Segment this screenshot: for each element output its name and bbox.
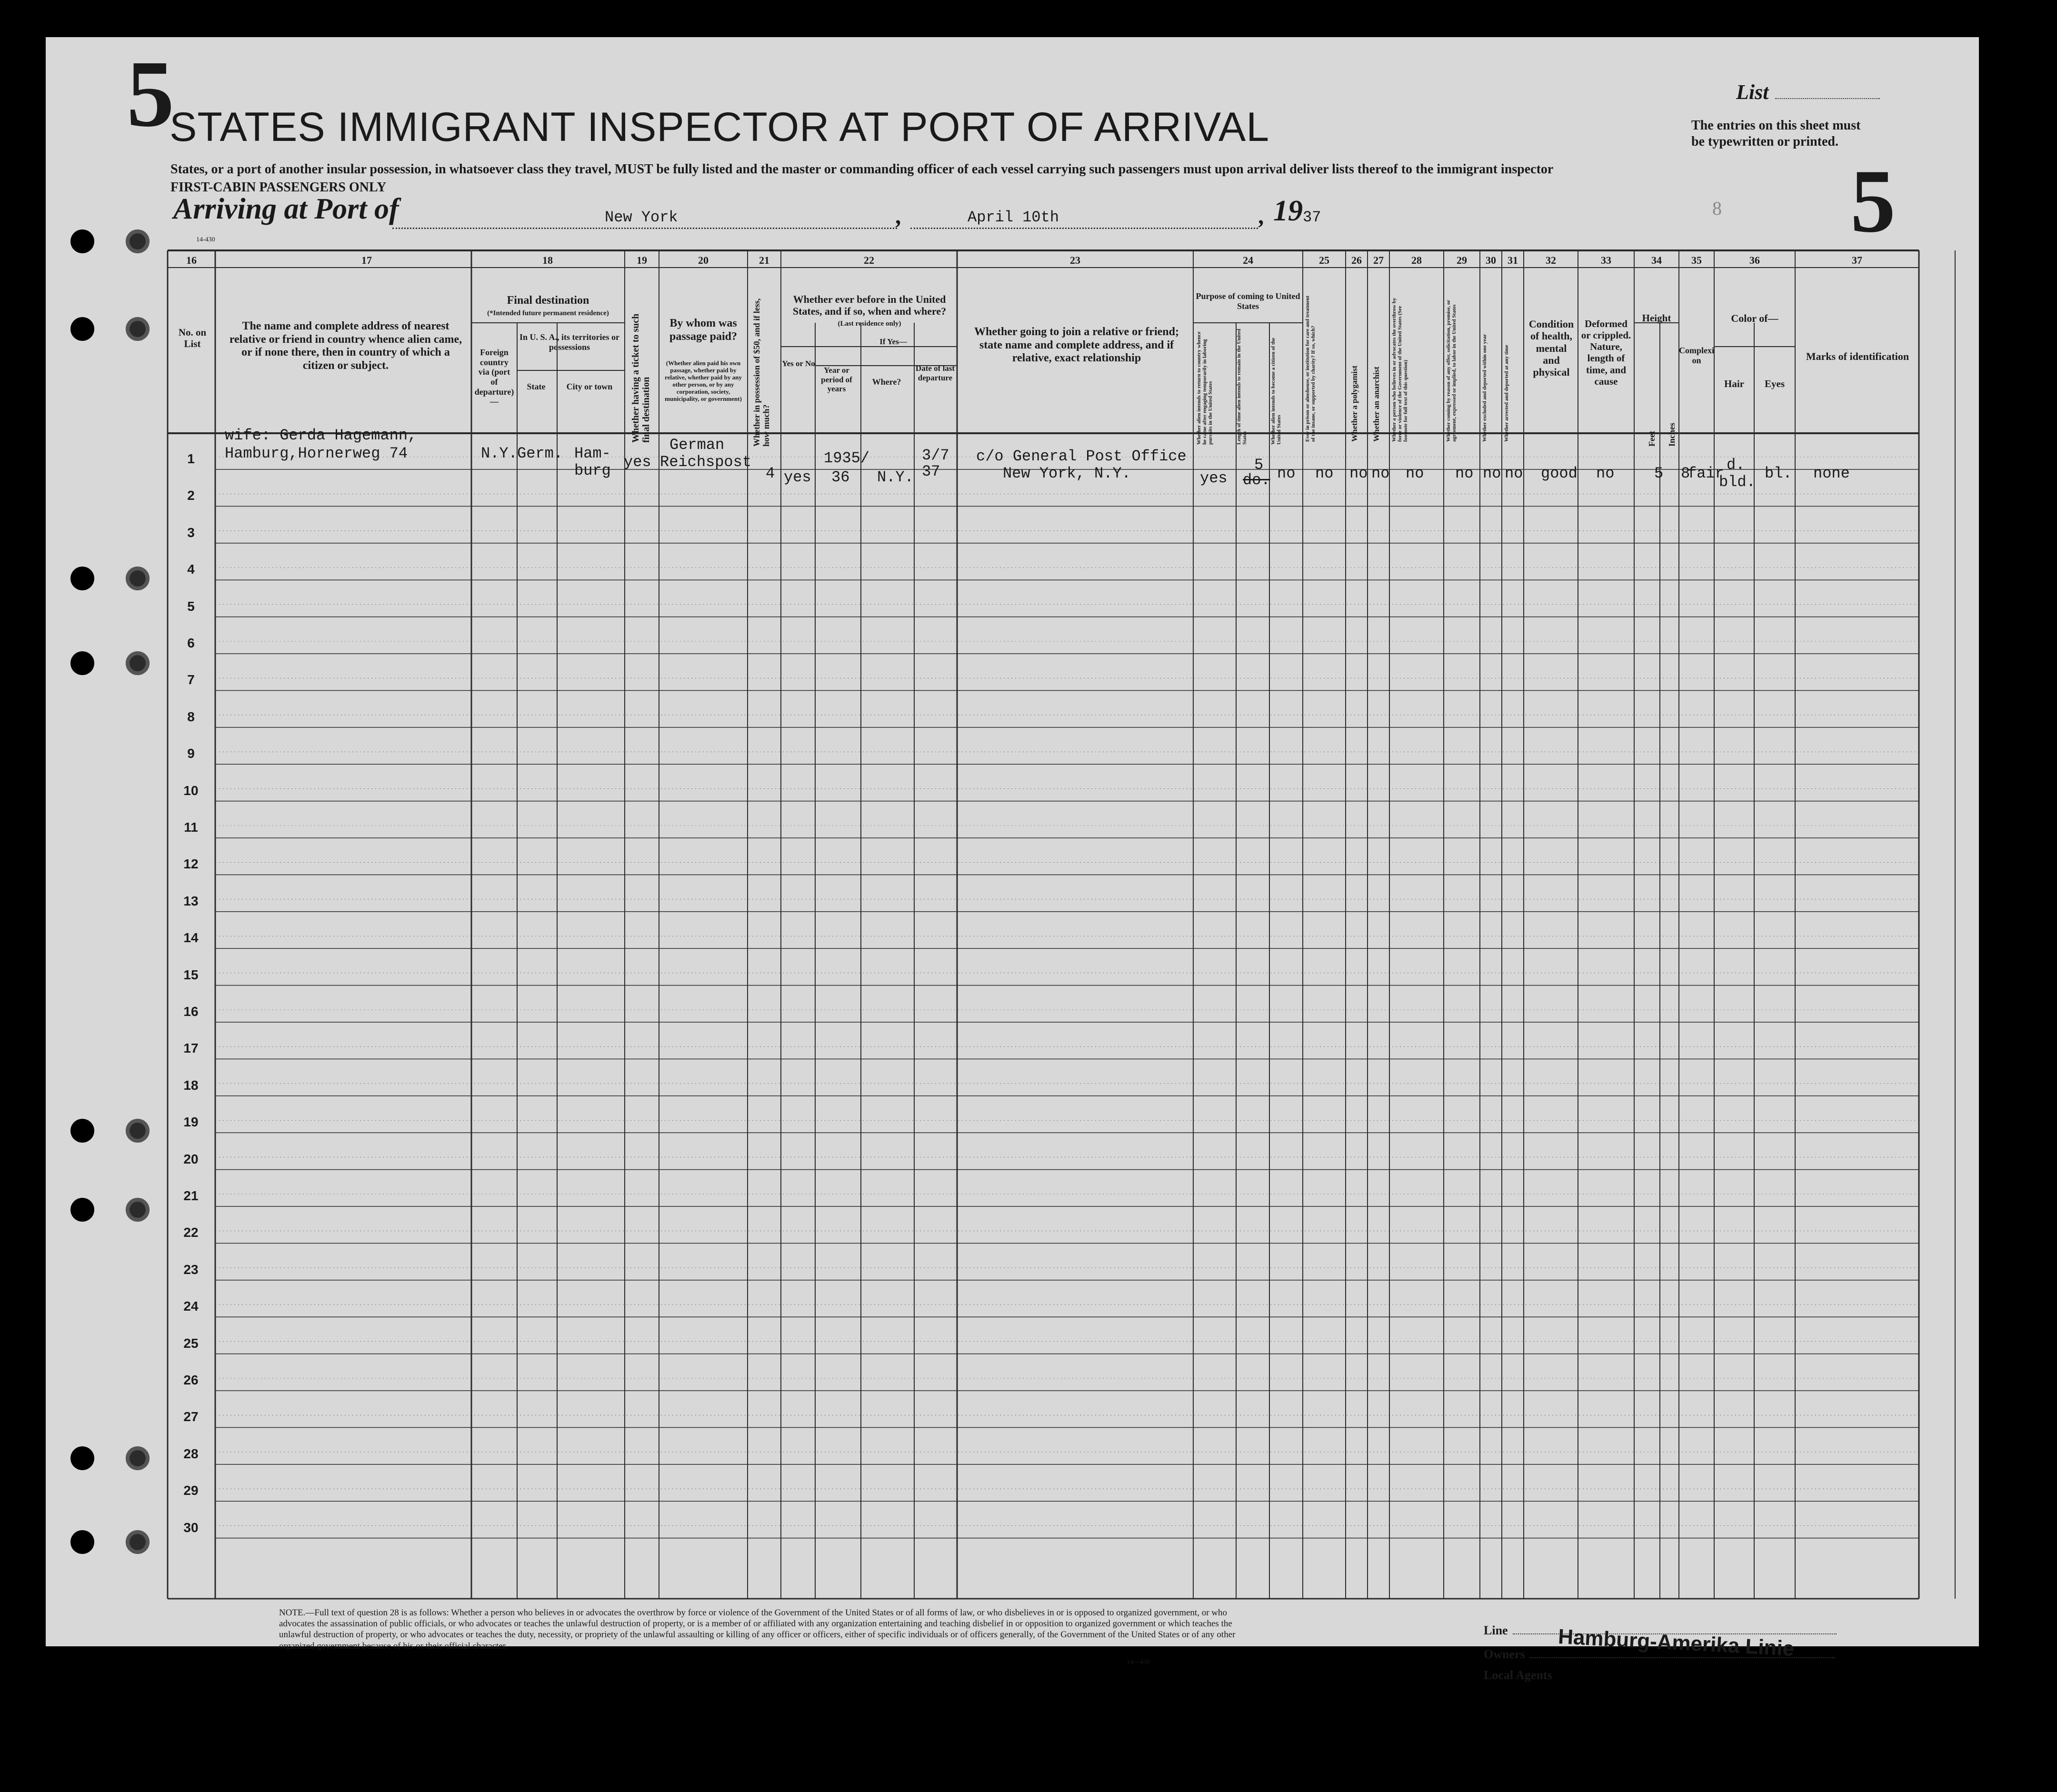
purpose-citizen-value: no bbox=[1277, 465, 1296, 482]
header-yes-no: Yes or No bbox=[782, 359, 815, 368]
header-overthrow: Whether a person who believes in or advocates the overthrow by force or violence of the Government of the United States (See footnote for full text of this question) bbox=[1391, 298, 1409, 442]
marks-value: none bbox=[1813, 465, 1850, 482]
header-marks: Marks of identification bbox=[1806, 350, 1909, 362]
column-number: 36 bbox=[1749, 254, 1760, 266]
header-before-in-us-sub: (Last residence only) bbox=[838, 320, 901, 328]
header-state: State bbox=[527, 382, 546, 391]
form-code-top: 14-430 bbox=[196, 236, 215, 243]
row-number: 6 bbox=[187, 636, 195, 650]
header-final-destination-sub: (*Intended future permanent residence) bbox=[487, 309, 609, 317]
header-before-in-us: Whether ever before in the United States, and if so, when and where? bbox=[792, 293, 947, 318]
relative-line-1: wife: Gerda Hagemann, bbox=[225, 427, 417, 444]
row-number: 17 bbox=[183, 1041, 199, 1056]
row-number: 24 bbox=[183, 1299, 199, 1314]
owners-label: Owners bbox=[1484, 1647, 1525, 1661]
row-number: 20 bbox=[183, 1151, 199, 1166]
column-number: 16 bbox=[186, 254, 197, 266]
manifest-sheet bbox=[46, 37, 1979, 1682]
column-number: 20 bbox=[698, 254, 709, 266]
row-number: 4 bbox=[187, 562, 195, 577]
typewritten-note-2: be typewritten or printed. bbox=[1691, 134, 1838, 149]
city-line-2: burg bbox=[574, 462, 611, 479]
page-title: STATES IMMIGRANT INSPECTOR AT PORT OF ARRIVAL bbox=[170, 104, 1270, 150]
header-purpose-citizen: Whether alien intends to become a citizen of the United States bbox=[1270, 338, 1282, 445]
eyes-value: bl. bbox=[1765, 465, 1792, 482]
before-year-line-2: 36 bbox=[831, 468, 850, 486]
header-hair: Hair bbox=[1724, 378, 1744, 389]
before-where-value: N.Y. bbox=[877, 468, 914, 486]
header-feet: Feet bbox=[1647, 431, 1657, 447]
row-number: 16 bbox=[183, 1004, 199, 1019]
header-last-departure: Date of last departure bbox=[915, 364, 955, 382]
header-city: City or town bbox=[566, 382, 613, 391]
joining-line-2: New York, N.Y. bbox=[1003, 465, 1131, 482]
row-number: 5 bbox=[187, 598, 195, 614]
last-departure-line-1: 3/7 bbox=[922, 447, 949, 464]
page-number-right: 5 bbox=[1850, 151, 1896, 251]
page-number-left: 5 bbox=[127, 41, 174, 147]
column-number: 31 bbox=[1508, 254, 1518, 266]
row-number: 8 bbox=[187, 709, 195, 724]
header-passage-paid: By whom was passage paid? bbox=[669, 317, 738, 343]
header-passage-paid-detail: (Whether alien paid his own passage, whether paid by relative, whether paid by any other person, or by any corporation, society, municipality, or government) bbox=[665, 359, 742, 402]
anarchist-value: no bbox=[1371, 465, 1390, 482]
state-value: Germ. bbox=[517, 445, 563, 462]
header-purpose-return: Whether alien intends to return to country whence he came after engaging temporarily in laboring pursuits in the United States bbox=[1196, 331, 1214, 445]
header-year: Year or period of years bbox=[821, 366, 852, 394]
row-number: 9 bbox=[187, 746, 195, 761]
header-inches: Inches bbox=[1667, 422, 1677, 447]
header-arrested: Whether arrested and deported at any time bbox=[1504, 345, 1509, 442]
column-number: 34 bbox=[1651, 254, 1662, 266]
year-suffix: 37 bbox=[1303, 209, 1321, 226]
row-number: 29 bbox=[183, 1483, 199, 1498]
row-number: 7 bbox=[187, 672, 195, 687]
stray-mark: 8 bbox=[1712, 198, 1722, 219]
row-number: 23 bbox=[183, 1262, 199, 1277]
footnote: NOTE.—Full text of question 28 is as follows: Whether a person who believes in or advocates the overthrow by force or violence of the Government of the United States or of all forms of law, or who disbelieves in or is opposed to organized government, or who advocates the assassination of public officials, or who advocates or teaches the unlawful destruction of property, or is a member of or affiliated with any organization entertaining and teaching disbelief in or opposition to organized government or which teaches the unlawful destruction of property, or who advocates or teaches the duty, necessity, or propriety of the unlawful assaulting or killing of any officer or officers, either of specific individuals or of officers generally, of the Government of the United States or of any other organized government because of his or their official character. bbox=[279, 1608, 1236, 1651]
header-eyes: Eyes bbox=[1765, 378, 1785, 389]
arrested-value: no bbox=[1505, 465, 1523, 482]
row-number: 18 bbox=[183, 1077, 199, 1093]
header-anarchist: Whether an anarchist bbox=[1372, 366, 1381, 442]
city-line-1: Ham- bbox=[574, 445, 611, 462]
header-list-number: No. on List bbox=[178, 327, 207, 350]
row-number: 19 bbox=[183, 1115, 199, 1130]
column-number: 17 bbox=[361, 254, 372, 266]
header-if-yes: If Yes— bbox=[879, 337, 907, 346]
row-number: 22 bbox=[183, 1225, 199, 1240]
row-number: 1 bbox=[187, 451, 195, 466]
header-color-of: Color of— bbox=[1731, 312, 1778, 324]
row-number: 28 bbox=[183, 1446, 199, 1461]
port-value: New York bbox=[605, 209, 678, 226]
purpose-length-line-1: 5 bbox=[1254, 456, 1264, 474]
line-label: Line bbox=[1484, 1623, 1508, 1637]
purpose-return-value: yes bbox=[1200, 469, 1228, 487]
header-money: Whether in possession of $50, and if less, how much? bbox=[752, 298, 771, 447]
row-number: 13 bbox=[183, 893, 199, 908]
column-number: 19 bbox=[637, 254, 647, 266]
health-value: good bbox=[1541, 465, 1578, 482]
header-where: Where? bbox=[872, 377, 901, 387]
header-final-destination: Final destination bbox=[507, 294, 589, 307]
column-number: 28 bbox=[1411, 254, 1422, 266]
row-number: 30 bbox=[183, 1520, 199, 1535]
column-number: 35 bbox=[1691, 254, 1702, 266]
header-purpose: Purpose of coming to United States bbox=[1196, 291, 1300, 311]
date-value: April 10th bbox=[968, 209, 1059, 226]
header-polygamist: Whether a polygamist bbox=[1350, 365, 1359, 442]
hair-line-2: bld. bbox=[1719, 473, 1756, 491]
comma: , bbox=[896, 202, 902, 229]
header-purpose-length: Length of time alien intends to remain in the United States bbox=[1236, 329, 1248, 445]
column-number: 18 bbox=[542, 254, 553, 266]
inches-value: 8 bbox=[1681, 465, 1690, 482]
list-label: List bbox=[1736, 80, 1769, 104]
header-complexion: Complexion bbox=[1679, 346, 1714, 365]
column-number: 33 bbox=[1601, 254, 1611, 266]
header-joining-relative: Whether going to join a relative or friend; state name and complete address, and if relative, exact relationship bbox=[974, 326, 1179, 365]
header-usa: In U. S. A., its territories or possessions bbox=[519, 332, 619, 352]
owners-stamp: Hamburg-Amerika Linie bbox=[1558, 1625, 1795, 1661]
last-departure-line-2: 37 bbox=[922, 463, 940, 480]
header-prison: Ever in prison or almshouse, or institution for care and treatment of the insane, or supported by charity? If so, which? bbox=[1305, 295, 1317, 442]
manifest-grid bbox=[46, 37, 1979, 1646]
comma: , bbox=[1259, 202, 1265, 229]
header-nearest-relative: The name and complete address of nearest relative or friend in country whence alien came, or if none there, then in country of which a citizen or subject. bbox=[229, 320, 462, 372]
column-number: 32 bbox=[1546, 254, 1556, 266]
row-number: 10 bbox=[183, 783, 199, 798]
column-number: 29 bbox=[1457, 254, 1467, 266]
arriving-label: Arriving at Port of bbox=[173, 193, 399, 225]
ticket-value: yes bbox=[624, 453, 651, 471]
hair-line-1: d. bbox=[1727, 456, 1745, 474]
class-line: FIRST-CABIN PASSENGERS ONLY bbox=[170, 180, 387, 195]
header-excluded: Whether excluded and deported within one year bbox=[1482, 334, 1488, 442]
paid-by-line-1: German bbox=[669, 436, 725, 454]
money-value: 4 bbox=[766, 465, 775, 482]
row-number: 2 bbox=[187, 488, 195, 503]
column-number: 30 bbox=[1486, 254, 1496, 266]
row-number: 3 bbox=[187, 525, 195, 540]
row-number: 15 bbox=[183, 967, 199, 982]
row-number: 14 bbox=[183, 930, 199, 946]
column-number: 21 bbox=[759, 254, 769, 266]
joining-line-1: c/o General Post Office bbox=[976, 448, 1187, 465]
complexion-value: fair bbox=[1688, 465, 1724, 482]
labor-offer-value: no bbox=[1455, 465, 1474, 482]
relative-line-2: Hamburg,Hornerweg 74 bbox=[225, 445, 408, 462]
column-number: 24 bbox=[1243, 254, 1253, 266]
excluded-value: no bbox=[1483, 465, 1501, 482]
agents-field bbox=[1484, 1668, 1552, 1682]
footer-form-code: 14—430 bbox=[1127, 1659, 1150, 1666]
header-deformed: Deformed or crippled. Nature, length of time, and cause bbox=[1581, 318, 1631, 387]
column-number: 37 bbox=[1852, 254, 1862, 266]
paid-by-line-2: Reichspost bbox=[660, 453, 752, 471]
header-foreign-country: Foreign country via (port of departure)— bbox=[474, 348, 514, 407]
column-number: 23 bbox=[1070, 254, 1080, 266]
agents-label: Local Agents bbox=[1484, 1668, 1552, 1682]
header-ticket: Whether having a ticket to such final destination bbox=[630, 313, 651, 443]
row-number: 12 bbox=[183, 856, 199, 872]
prison-value: no bbox=[1315, 465, 1334, 482]
overthrow-value: no bbox=[1406, 465, 1424, 482]
year-prefix: 19 bbox=[1273, 195, 1303, 227]
instruction-line: States, or a port of another insular possession, in whatsoever class they travel, MUST be fully listed and the master or commanding officer of each vessel carrying such passengers must upon arrival deliver lists thereof to the immigrant inspector bbox=[170, 162, 1554, 177]
header-height: Height bbox=[1642, 312, 1671, 324]
row-number: 27 bbox=[183, 1409, 199, 1424]
column-number: 26 bbox=[1351, 254, 1362, 266]
before-year-line-1: 1935/ bbox=[824, 449, 870, 467]
column-number: 22 bbox=[864, 254, 874, 266]
typewritten-note-1: The entries on this sheet must bbox=[1691, 118, 1861, 133]
polygamist-value: no bbox=[1349, 465, 1368, 482]
row-number: 25 bbox=[183, 1335, 199, 1351]
row-number: 11 bbox=[184, 820, 198, 835]
column-number: 25 bbox=[1319, 254, 1329, 266]
foreign-country-value: N.Y. bbox=[481, 445, 518, 462]
before-yes-no-value: yes bbox=[784, 468, 811, 486]
row-number: 21 bbox=[183, 1188, 199, 1203]
column-number: 27 bbox=[1373, 254, 1384, 266]
purpose-length-line-2: do. bbox=[1243, 471, 1270, 489]
feet-value: 5 bbox=[1654, 465, 1664, 482]
deformed-value: no bbox=[1596, 465, 1615, 482]
row-number: 26 bbox=[183, 1373, 199, 1387]
header-labor-offer: Whether coming by reason of any offer, solicitation, promise, or agreement, expressed or implied, to labor in the United States bbox=[1446, 299, 1458, 442]
header-health: Condition of health, mental and physical bbox=[1528, 318, 1574, 378]
